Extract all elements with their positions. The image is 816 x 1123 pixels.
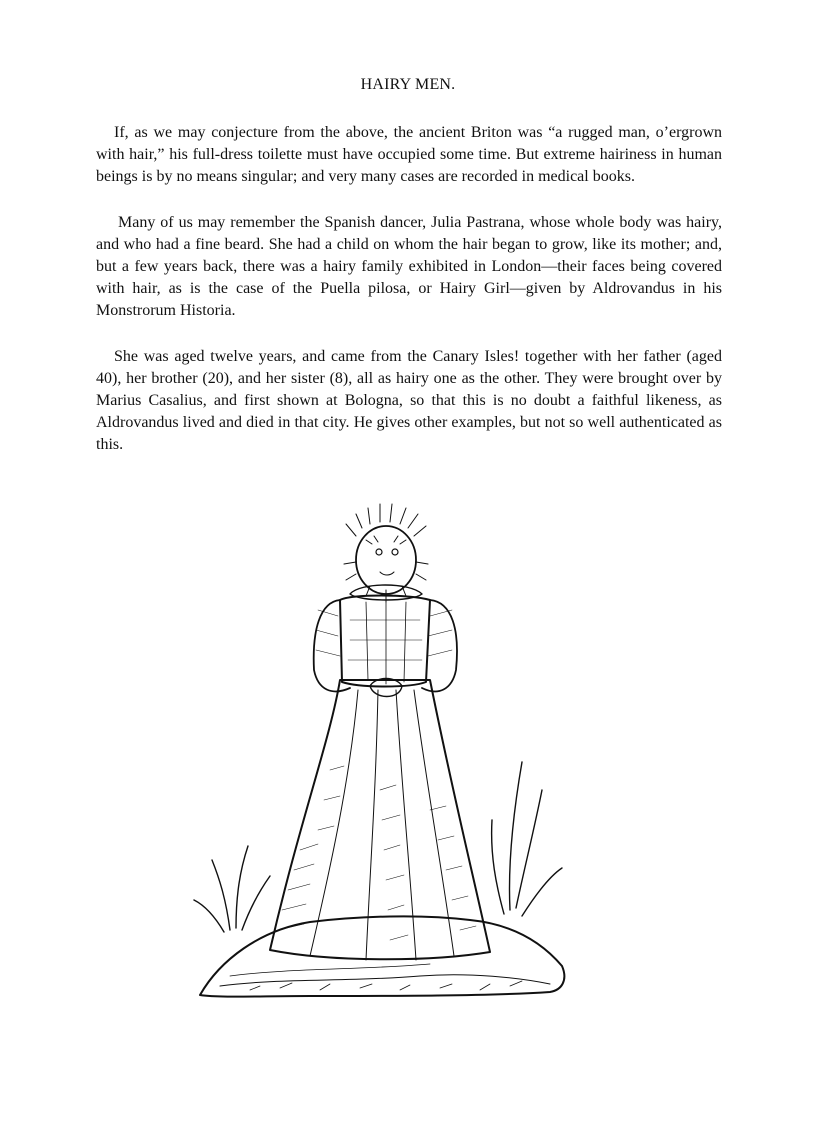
grass-left: [194, 846, 270, 932]
paragraph-3: She was aged twelve years, and came from the Canary Isles! together with her father (aged 40), her brother (20), and her sister (8), all as hairy one as the other. They were brought over by Marius Casalius, and first shown at Bologna, so that this is no doubt a faithful likeness, as Aldrovandus lived and died in that city. He gives other examples, but not so well authenticated as this.: [96, 348, 722, 453]
grass-right: [492, 762, 562, 916]
hairy-face: [356, 526, 416, 594]
paragraph-1: If, as we may conjecture from the above, the ancient Briton was “a rugged man, o’ergrown with hair,” his full-dress toilette must have occupied some time. But extreme hairiness in human beings is by no means singular; and very many cases are recorded in medical books.: [96, 124, 722, 185]
ground-mound: [200, 916, 564, 996]
bodice: [340, 596, 430, 687]
woodcut-hairy-girl-illustration: [190, 490, 570, 1002]
paragraph-2: Many of us may remember the Spanish dancer, Julia Pastrana, whose whole body was hairy, and who had a fine beard. She had a child on whom the hair began to grow, like its mother; and, but a few years back, there was a hairy family exhibited in London—their faces being covered with hair, as is the case of the Puella pilosa, or Hairy Girl—given by Aldrovandus in his Monstrorum Historia.: [96, 214, 722, 319]
left-sleeve: [314, 600, 350, 691]
page-title: HAIRY MEN.: [360, 76, 456, 93]
